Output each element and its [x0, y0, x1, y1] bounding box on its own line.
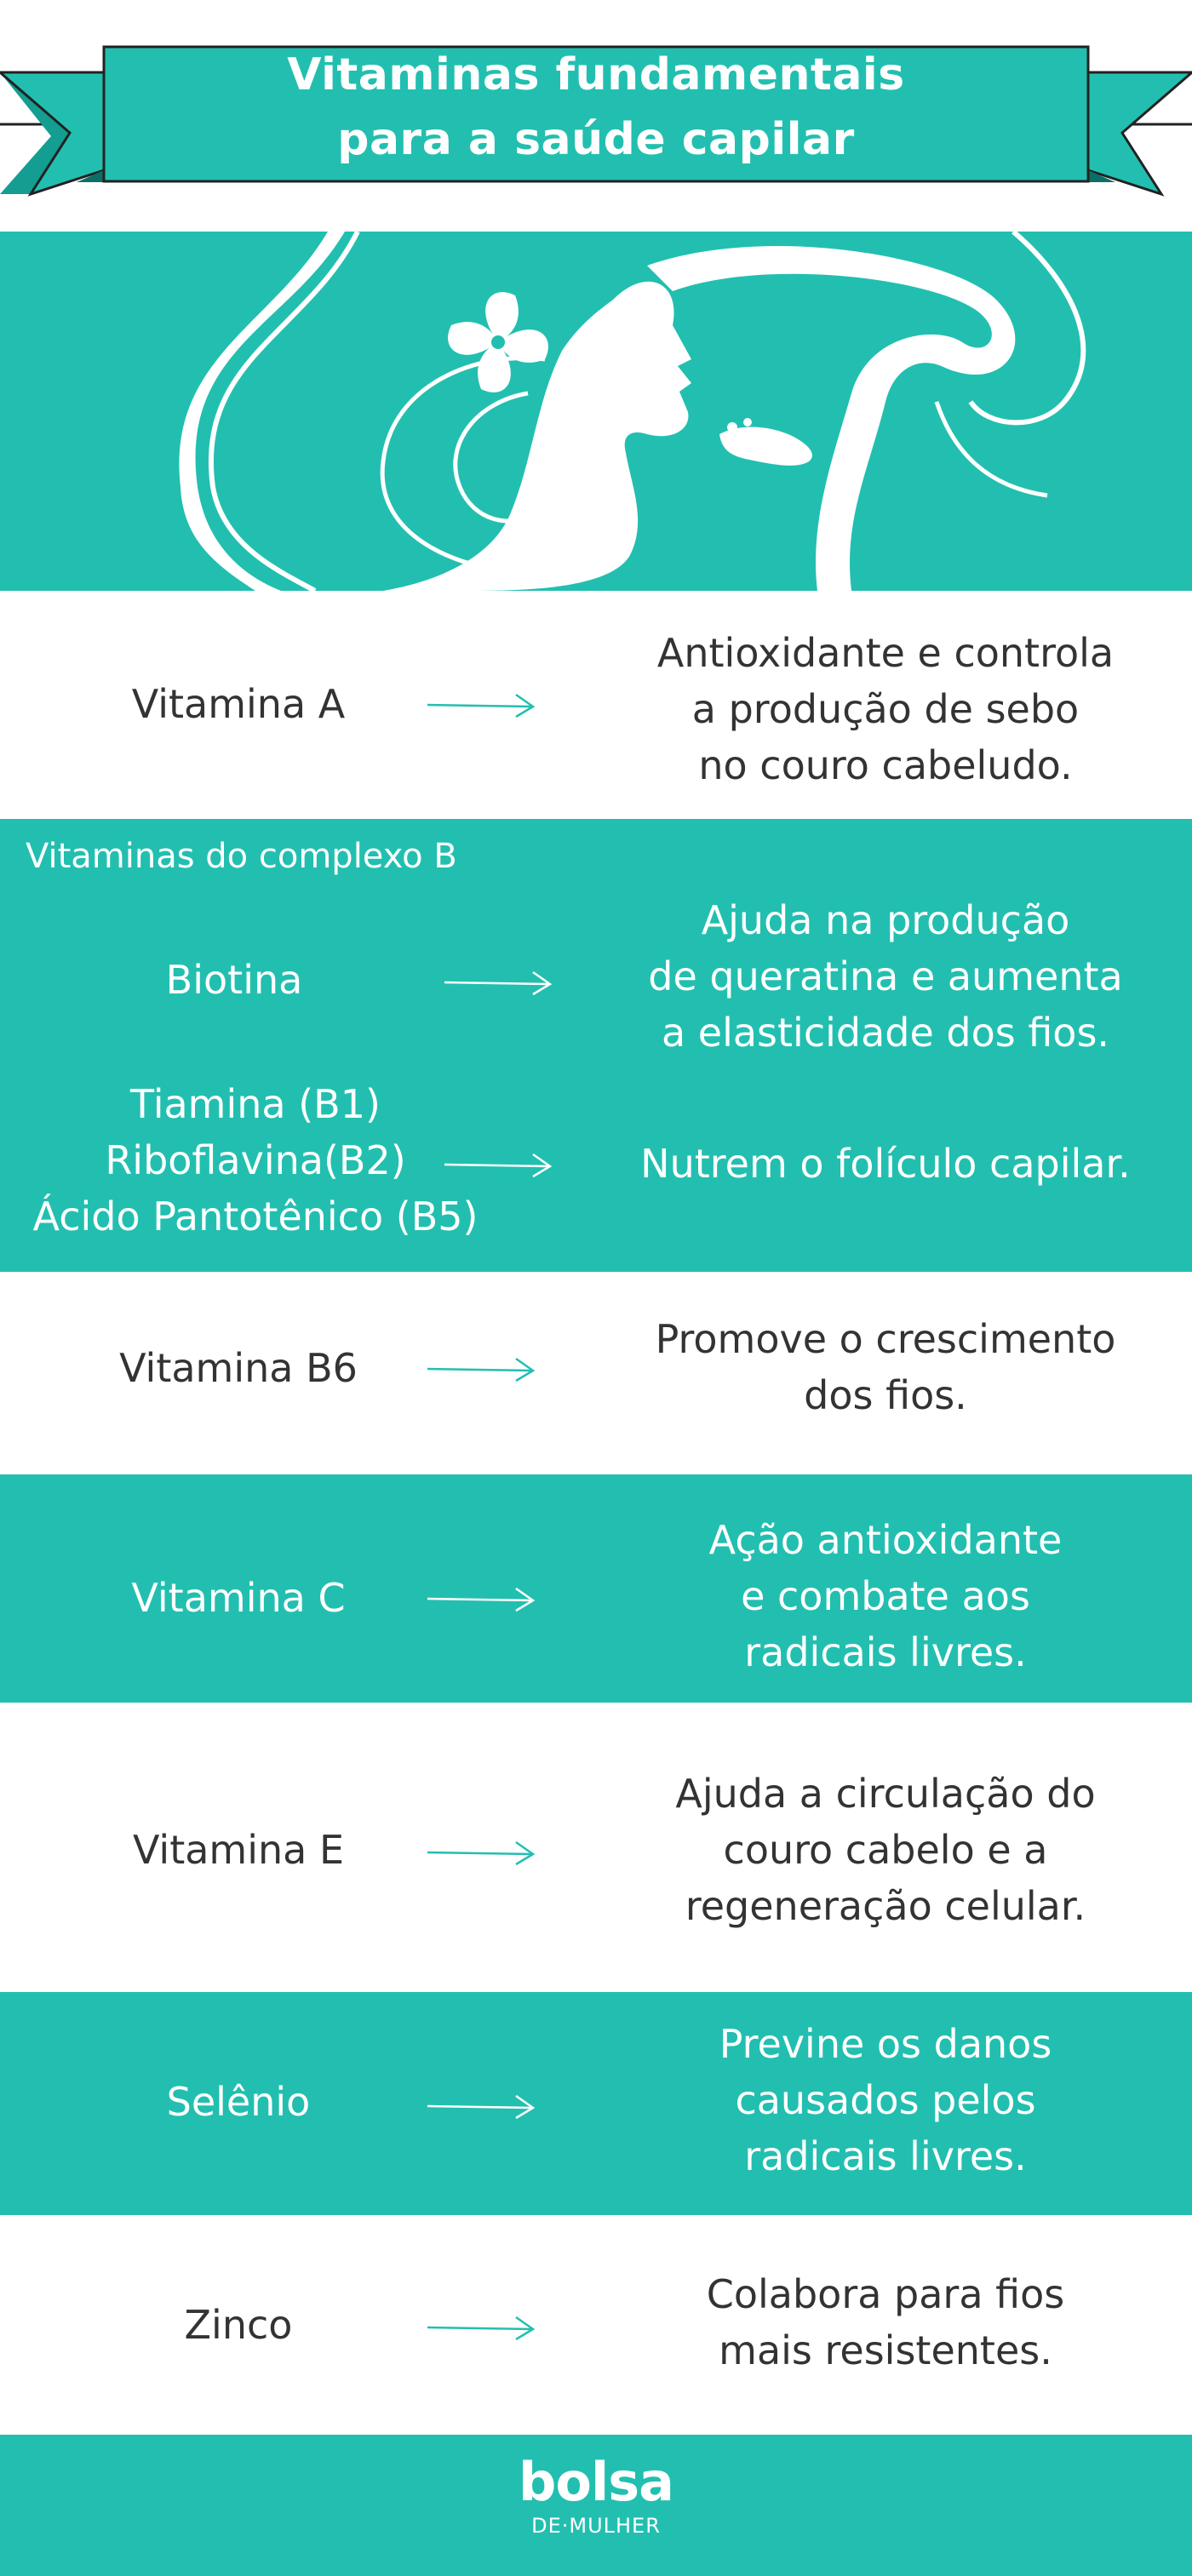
description-line: dos fios. — [804, 1372, 967, 1418]
vitamin-description — [579, 892, 1192, 1061]
description-line: Nutrem o folículo capilar. — [640, 1141, 1131, 1187]
row-zinco — [0, 2215, 1192, 2435]
description-line: causados pelos — [735, 2077, 1036, 2123]
title-banner — [0, 0, 1192, 230]
vitamin-name-line: Riboflavina(B2) — [105, 1137, 406, 1183]
arrow-right-icon — [426, 1355, 536, 1382]
vitamin-name-line: Biotina — [165, 957, 303, 1003]
description-line: mais resistentes. — [719, 2327, 1052, 2373]
vitamin-description — [579, 2016, 1192, 2184]
vitamin-name — [0, 1076, 511, 1245]
row-vitamina-c — [0, 1474, 1192, 1703]
arrow-right-icon — [426, 2092, 536, 2120]
description-line: Previne os danos — [719, 2021, 1052, 2067]
arrow-right-icon — [443, 969, 553, 996]
logo-wordmark: bolsa — [519, 2451, 673, 2513]
vitamin-description — [579, 1512, 1192, 1680]
description-line: e combate aos — [741, 1573, 1030, 1619]
description-line: Promove o crescimento — [655, 1316, 1116, 1362]
vitamin-description — [579, 625, 1192, 793]
vitamin-description — [579, 1311, 1192, 1423]
description-line: radicais livres. — [744, 2133, 1027, 2179]
vitamin-name-line: Selênio — [166, 2079, 311, 2125]
vitamin-name — [51, 1340, 426, 1396]
group-label: Vitaminas do complexo B — [26, 837, 457, 876]
vitamin-name — [51, 1822, 426, 1878]
description-line: radicais livres. — [744, 1629, 1027, 1675]
description-line: Ajuda a circulação do — [675, 1771, 1096, 1817]
logo-subtitle: DE·MULHER — [531, 2514, 661, 2538]
title-line-2: para a saúde capilar — [337, 114, 855, 165]
row-complexo-b — [0, 819, 1192, 1272]
description-line: a elasticidade dos fios. — [661, 1010, 1110, 1056]
vitamin-name-line: Vitamina B6 — [119, 1345, 358, 1391]
vitamin-name — [51, 1570, 426, 1626]
description-line: Ajuda na produção — [701, 897, 1070, 943]
description-line: de queratina e aumenta — [648, 953, 1123, 999]
hero-illustration — [0, 232, 1192, 591]
description-line: Ação antioxidante — [708, 1517, 1063, 1563]
arrow-right-icon — [443, 1151, 553, 1178]
row-vitamina-a — [0, 591, 1192, 819]
description-line: regeneração celular. — [685, 1883, 1086, 1929]
row-vitamina-b6 — [0, 1272, 1192, 1474]
vitamin-name-line: Vitamina C — [131, 1575, 346, 1621]
vitamin-name-line: Tiamina (B1) — [130, 1081, 381, 1127]
vitamin-name-line: Zinco — [184, 2302, 293, 2348]
vitamin-description — [579, 1766, 1192, 1934]
footer — [0, 2435, 1192, 2576]
description-line: Antioxidante e controla — [656, 630, 1115, 676]
vitamin-name — [51, 676, 426, 732]
vitamin-name — [51, 2074, 426, 2130]
woman-silhouette-icon — [0, 232, 1192, 591]
vitamin-name-line: Vitamina E — [132, 1827, 345, 1873]
description-line: couro cabelo e a — [723, 1827, 1048, 1873]
description-line: a produção de sebo — [691, 686, 1080, 732]
description-line: Colabora para fios — [706, 2271, 1065, 2317]
vitamin-name-line: Vitamina A — [131, 681, 346, 727]
vitamin-name-line: Ácido Pantotênico (B5) — [32, 1194, 479, 1239]
arrow-right-icon — [426, 691, 536, 718]
vitamin-description — [579, 2266, 1192, 2379]
arrow-right-icon — [426, 1585, 536, 1612]
row-selenio — [0, 1992, 1192, 2215]
arrow-right-icon — [426, 2314, 536, 2341]
vitamin-name — [34, 952, 434, 1008]
vitamin-description — [596, 1136, 1175, 1192]
title-line-1: Vitaminas fundamentais — [287, 49, 905, 100]
row-vitamina-e — [0, 1703, 1192, 1992]
description-line: no couro cabeludo. — [698, 742, 1073, 788]
arrow-right-icon — [426, 1839, 536, 1866]
vitamin-name — [51, 2297, 426, 2353]
